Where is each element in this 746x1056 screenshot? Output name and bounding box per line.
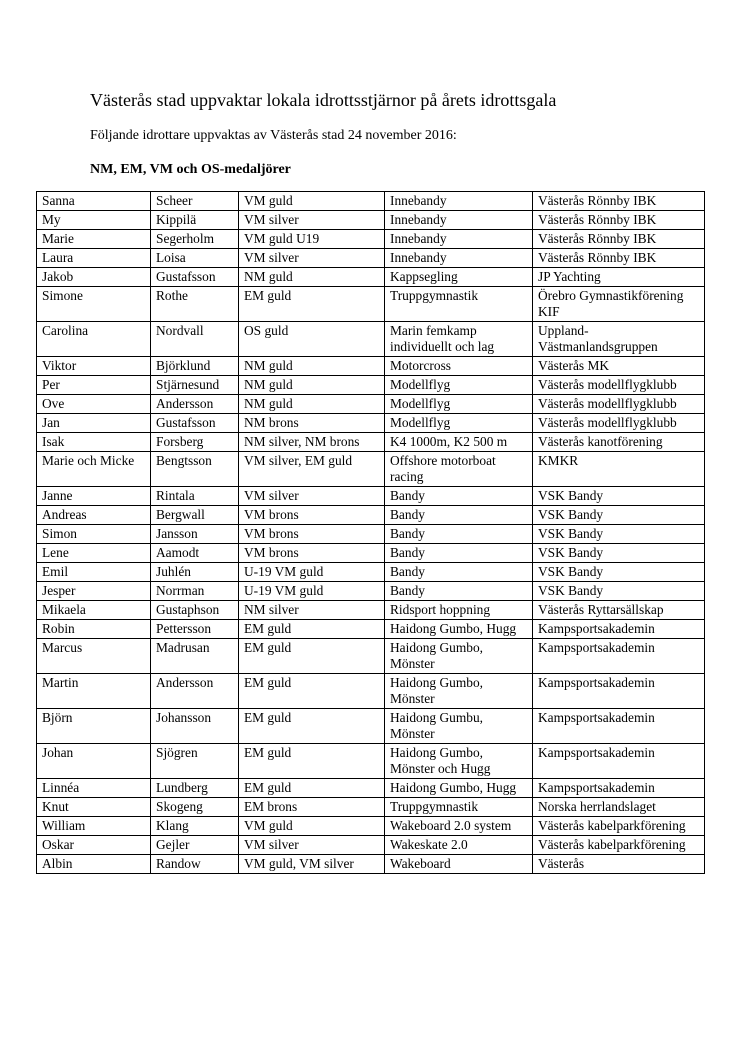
club-cell: Västerås MK [533, 357, 705, 376]
sport-cell: Offshore motorboat racing [385, 452, 533, 487]
medal-cell: NM guld [239, 357, 385, 376]
sport-cell: Haidong Gumbo, Mönster [385, 639, 533, 674]
table-row [37, 230, 705, 249]
medalists-table-body [37, 192, 705, 874]
medal-cell: NM silver [239, 601, 385, 620]
club-cell: Kampsportsakademin [533, 639, 705, 674]
medal-cell: EM guld [239, 287, 385, 322]
last-name-cell: Rintala [151, 487, 239, 506]
first-name-cell: Sanna [37, 192, 151, 211]
first-name-cell: Lene [37, 544, 151, 563]
last-name-cell: Madrusan [151, 639, 239, 674]
sport-cell: Innebandy [385, 249, 533, 268]
sport-cell: Marin femkamp individuellt och lag [385, 322, 533, 357]
sport-cell: Haidong Gumbo, Hugg [385, 620, 533, 639]
club-cell: Västerås modellflygklubb [533, 414, 705, 433]
sport-cell: Bandy [385, 506, 533, 525]
medal-cell: VM guld, VM silver [239, 855, 385, 874]
medal-cell: OS guld [239, 322, 385, 357]
last-name-cell: Skogeng [151, 798, 239, 817]
club-cell: VSK Bandy [533, 525, 705, 544]
page-title: Västerås stad uppvaktar lokala idrottsstjärnor på årets idrottsgala [90, 90, 557, 110]
last-name-cell: Rothe [151, 287, 239, 322]
medal-cell: NM silver, NM brons [239, 433, 385, 452]
table-row [37, 376, 705, 395]
medal-cell: EM guld [239, 709, 385, 744]
table-row [37, 798, 705, 817]
table-row [37, 395, 705, 414]
last-name-cell: Jansson [151, 525, 239, 544]
club-cell: Västerås Rönnby IBK [533, 249, 705, 268]
last-name-cell: Gustaphson [151, 601, 239, 620]
table-row [37, 433, 705, 452]
club-cell: Västerås Rönnby IBK [533, 192, 705, 211]
table-row [37, 525, 705, 544]
sport-cell: Haidong Gumbo, Mönster och Hugg [385, 744, 533, 779]
table-row [37, 817, 705, 836]
sport-cell: Bandy [385, 544, 533, 563]
table-row [37, 855, 705, 874]
table-row [37, 639, 705, 674]
club-cell: VSK Bandy [533, 582, 705, 601]
last-name-cell: Nordvall [151, 322, 239, 357]
first-name-cell: Oskar [37, 836, 151, 855]
sport-cell: Bandy [385, 487, 533, 506]
club-cell: Västerås Rönnby IBK [533, 211, 705, 230]
intro-text: Följande idrottare uppvaktas av Västerås stad 24 november 2016: [90, 128, 457, 143]
sport-cell: Innebandy [385, 211, 533, 230]
table-row [37, 192, 705, 211]
club-cell: Västerås Rönnby IBK [533, 230, 705, 249]
last-name-cell: Björklund [151, 357, 239, 376]
medal-cell: U-19 VM guld [239, 563, 385, 582]
table-row [37, 563, 705, 582]
first-name-cell: Ove [37, 395, 151, 414]
first-name-cell: Carolina [37, 322, 151, 357]
last-name-cell: Andersson [151, 674, 239, 709]
sport-cell: Wakeboard [385, 855, 533, 874]
sport-cell: Bandy [385, 563, 533, 582]
sport-cell: Wakeboard 2.0 system [385, 817, 533, 836]
first-name-cell: Mikaela [37, 601, 151, 620]
first-name-cell: Simon [37, 525, 151, 544]
table-row [37, 249, 705, 268]
club-cell: Örebro Gymnastikförening KIF [533, 287, 705, 322]
first-name-cell: Laura [37, 249, 151, 268]
table-row [37, 487, 705, 506]
first-name-cell: Andreas [37, 506, 151, 525]
table-row [37, 452, 705, 487]
first-name-cell: Robin [37, 620, 151, 639]
last-name-cell: Klang [151, 817, 239, 836]
table-row [37, 357, 705, 376]
first-name-cell: Emil [37, 563, 151, 582]
club-cell: Uppland-Västmanlandsgruppen [533, 322, 705, 357]
first-name-cell: Albin [37, 855, 151, 874]
table-row [37, 601, 705, 620]
medal-cell: EM guld [239, 779, 385, 798]
club-cell: VSK Bandy [533, 563, 705, 582]
table-row [37, 582, 705, 601]
first-name-cell: My [37, 211, 151, 230]
table-row [37, 287, 705, 322]
sport-cell: Modellflyg [385, 376, 533, 395]
table-row [37, 414, 705, 433]
last-name-cell: Bengtsson [151, 452, 239, 487]
first-name-cell: Marie och Micke [37, 452, 151, 487]
club-cell: Västerås kanotförening [533, 433, 705, 452]
last-name-cell: Randow [151, 855, 239, 874]
last-name-cell: Lundberg [151, 779, 239, 798]
club-cell: Västerås modellflygklubb [533, 376, 705, 395]
medalists-table [36, 191, 705, 874]
table-row [37, 779, 705, 798]
sport-cell: Haidong Gumbo, Mönster [385, 674, 533, 709]
last-name-cell: Juhlén [151, 563, 239, 582]
last-name-cell: Forsberg [151, 433, 239, 452]
medal-cell: EM guld [239, 674, 385, 709]
first-name-cell: Marie [37, 230, 151, 249]
medal-cell: NM guld [239, 376, 385, 395]
sport-cell: K4 1000m, K2 500 m [385, 433, 533, 452]
medal-cell: VM silver [239, 249, 385, 268]
medal-cell: VM silver [239, 487, 385, 506]
medal-cell: NM brons [239, 414, 385, 433]
first-name-cell: Janne [37, 487, 151, 506]
first-name-cell: William [37, 817, 151, 836]
medal-cell: VM silver [239, 836, 385, 855]
last-name-cell: Gejler [151, 836, 239, 855]
last-name-cell: Scheer [151, 192, 239, 211]
club-cell: Västerås kabelparkförening [533, 836, 705, 855]
sport-cell: Haidong Gumbo, Hugg [385, 779, 533, 798]
club-cell: Kampsportsakademin [533, 779, 705, 798]
medal-cell: EM guld [239, 744, 385, 779]
club-cell: Västerås Ryttarsällskap [533, 601, 705, 620]
first-name-cell: Viktor [37, 357, 151, 376]
club-cell: Kampsportsakademin [533, 620, 705, 639]
club-cell: VSK Bandy [533, 544, 705, 563]
last-name-cell: Andersson [151, 395, 239, 414]
sport-cell: Bandy [385, 582, 533, 601]
medal-cell: U-19 VM guld [239, 582, 385, 601]
table-row [37, 709, 705, 744]
section-heading: NM, EM, VM och OS-medaljörer [90, 162, 291, 177]
first-name-cell: Björn [37, 709, 151, 744]
medal-cell: VM silver [239, 211, 385, 230]
club-cell: Kampsportsakademin [533, 744, 705, 779]
sport-cell: Modellflyg [385, 414, 533, 433]
club-cell: Kampsportsakademin [533, 709, 705, 744]
table-row [37, 268, 705, 287]
medal-cell: VM guld [239, 817, 385, 836]
first-name-cell: Johan [37, 744, 151, 779]
club-cell: VSK Bandy [533, 506, 705, 525]
last-name-cell: Sjögren [151, 744, 239, 779]
table-row [37, 544, 705, 563]
club-cell: Västerås kabelparkförening [533, 817, 705, 836]
last-name-cell: Loisa [151, 249, 239, 268]
club-cell: Västerås modellflygklubb [533, 395, 705, 414]
last-name-cell: Pettersson [151, 620, 239, 639]
first-name-cell: Isak [37, 433, 151, 452]
medal-cell: EM brons [239, 798, 385, 817]
first-name-cell: Marcus [37, 639, 151, 674]
first-name-cell: Simone [37, 287, 151, 322]
medal-cell: NM guld [239, 268, 385, 287]
medal-cell: VM brons [239, 525, 385, 544]
table-row [37, 744, 705, 779]
sport-cell: Innebandy [385, 230, 533, 249]
last-name-cell: Johansson [151, 709, 239, 744]
first-name-cell: Jan [37, 414, 151, 433]
medal-cell: VM brons [239, 506, 385, 525]
sport-cell: Truppgymnastik [385, 287, 533, 322]
club-cell: VSK Bandy [533, 487, 705, 506]
medal-cell: VM guld [239, 192, 385, 211]
sport-cell: Ridsport hoppning [385, 601, 533, 620]
table-row [37, 674, 705, 709]
medal-cell: NM guld [239, 395, 385, 414]
sport-cell: Haidong Gumbu, Mönster [385, 709, 533, 744]
last-name-cell: Norrman [151, 582, 239, 601]
sport-cell: Wakeskate 2.0 [385, 836, 533, 855]
table-row [37, 322, 705, 357]
medal-cell: VM silver, EM guld [239, 452, 385, 487]
first-name-cell: Per [37, 376, 151, 395]
table-row [37, 620, 705, 639]
club-cell: JP Yachting [533, 268, 705, 287]
last-name-cell: Aamodt [151, 544, 239, 563]
first-name-cell: Jesper [37, 582, 151, 601]
first-name-cell: Jakob [37, 268, 151, 287]
club-cell: Norska herrlandslaget [533, 798, 705, 817]
sport-cell: Kappsegling [385, 268, 533, 287]
sport-cell: Innebandy [385, 192, 533, 211]
club-cell: Kampsportsakademin [533, 674, 705, 709]
last-name-cell: Gustafsson [151, 268, 239, 287]
club-cell: KMKR [533, 452, 705, 487]
sport-cell: Modellflyg [385, 395, 533, 414]
last-name-cell: Kippilä [151, 211, 239, 230]
last-name-cell: Stjärnesund [151, 376, 239, 395]
first-name-cell: Linnéa [37, 779, 151, 798]
last-name-cell: Bergwall [151, 506, 239, 525]
medal-cell: EM guld [239, 639, 385, 674]
sport-cell: Motorcross [385, 357, 533, 376]
first-name-cell: Knut [37, 798, 151, 817]
last-name-cell: Segerholm [151, 230, 239, 249]
medal-cell: VM guld U19 [239, 230, 385, 249]
club-cell: Västerås [533, 855, 705, 874]
first-name-cell: Martin [37, 674, 151, 709]
last-name-cell: Gustafsson [151, 414, 239, 433]
medal-cell: EM guld [239, 620, 385, 639]
sport-cell: Bandy [385, 525, 533, 544]
sport-cell: Truppgymnastik [385, 798, 533, 817]
medal-cell: VM brons [239, 544, 385, 563]
table-row [37, 506, 705, 525]
table-row [37, 211, 705, 230]
table-row [37, 836, 705, 855]
